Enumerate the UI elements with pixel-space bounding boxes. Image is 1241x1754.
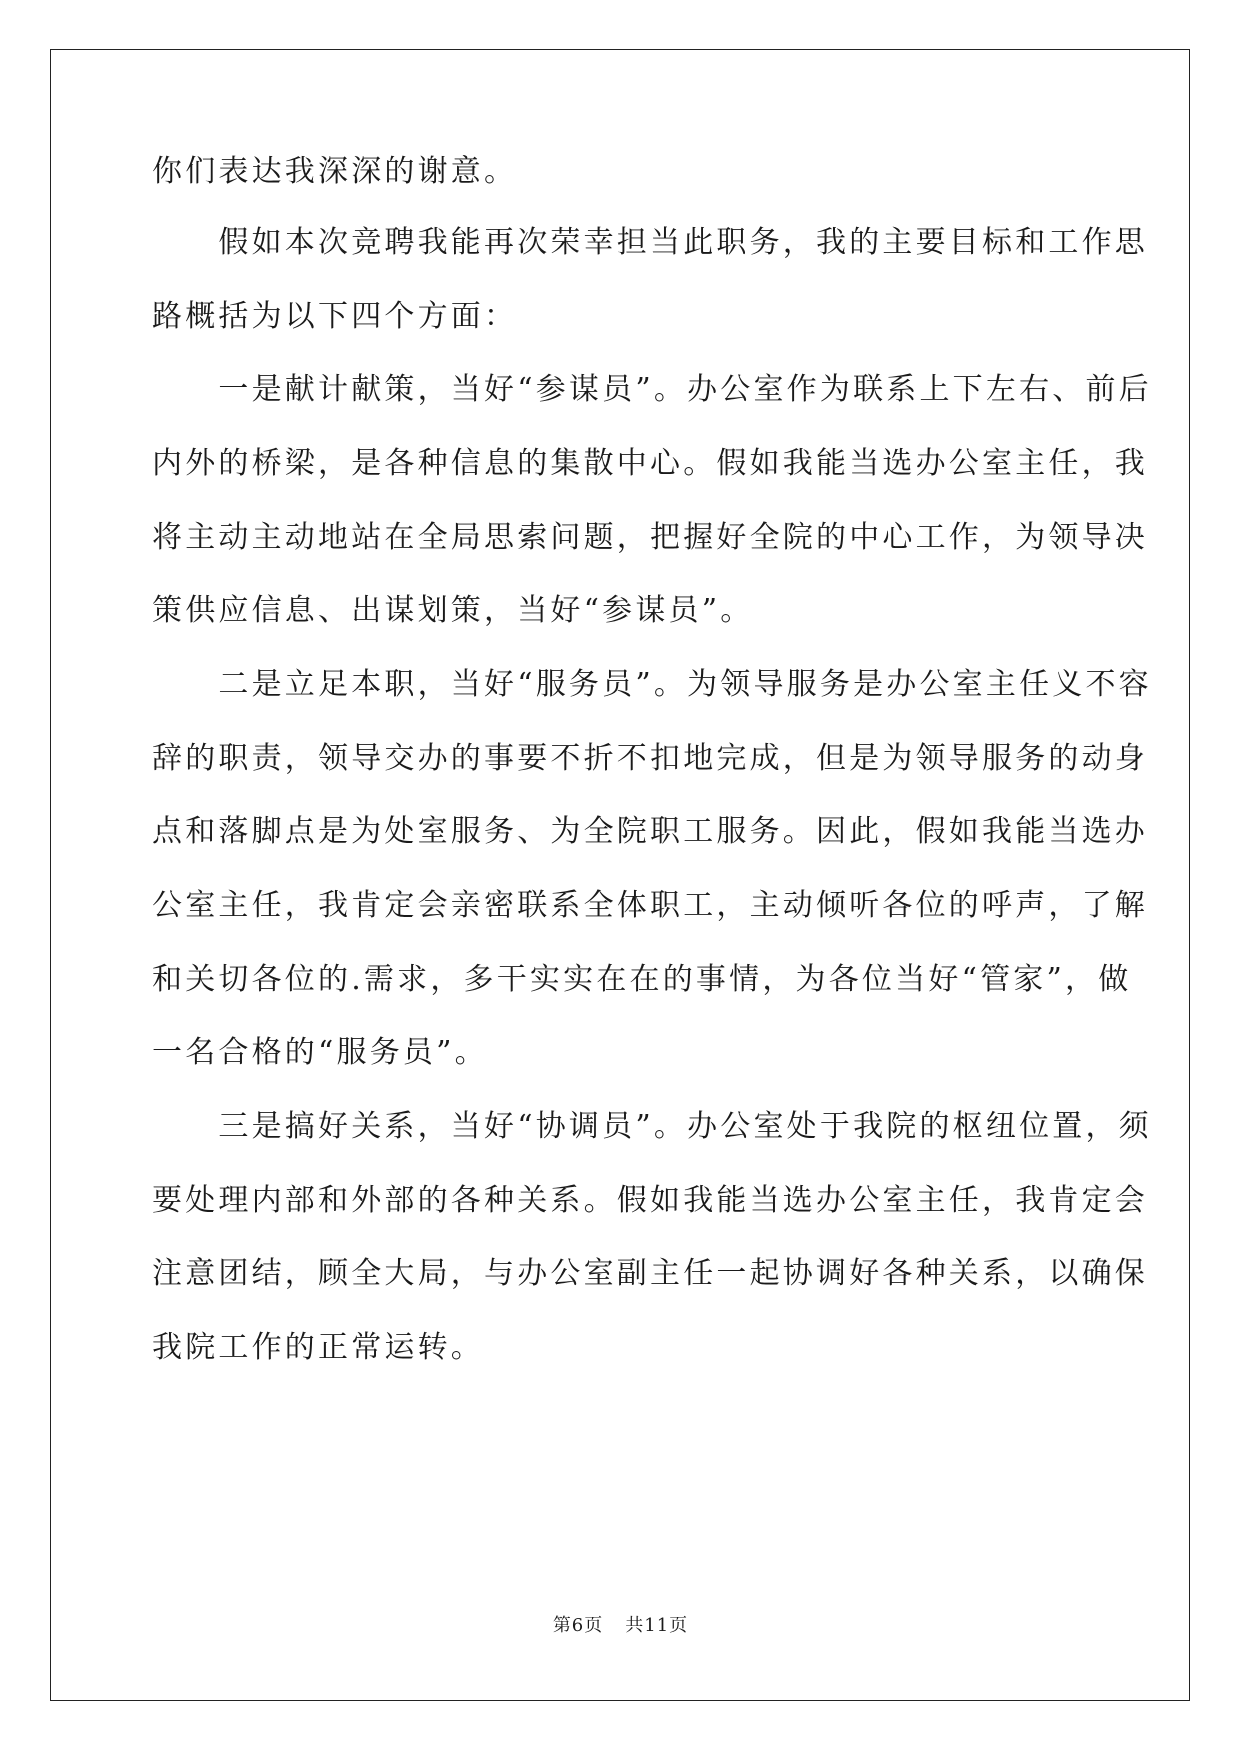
text-line: 三是搞好关系，当好“协调员”。办公室处于我院的枢纽位置，须 (152, 1109, 1152, 1144)
text-line: 公室主任，我肯定会亲密联系全体职工，主动倾听各位的呼声，了解 (152, 888, 1148, 923)
text-line: 内外的桥梁，是各种信息的集散中心。假如我能当选办公室主任，我 (152, 446, 1148, 481)
text-line: 路概括为以下四个方面： (152, 299, 518, 334)
text-line: 注意团结，顾全大局，与办公室副主任一起协调好各种关系，以确保 (152, 1256, 1148, 1291)
text-line: 假如本次竞聘我能再次荣幸担当此职务，我的主要目标和工作思 (152, 225, 1148, 260)
text-line: 策供应信息、出谋划策，当好“参谋员”。 (152, 593, 754, 628)
page-number: 第6页 (552, 1615, 604, 1636)
text-line: 你们表达我深深的谢意。 (152, 154, 518, 189)
text-line: 点和落脚点是为处室服务、为全院职工服务。因此，假如我能当选办 (152, 814, 1148, 849)
text-line: 要处理内部和外部的各种关系。假如我能当选办公室主任，我肯定会 (152, 1183, 1148, 1218)
text-line: 一名合格的“服务员”。 (152, 1035, 488, 1070)
text-line: 二是立足本职，当好“服务员”。为领导服务是办公室主任义不容 (152, 667, 1152, 702)
text-line: 和关切各位的.需求，多干实实在在的事情，为各位当好“管家”，做 (152, 962, 1132, 997)
text-line: 我院工作的正常运转。 (152, 1330, 484, 1365)
text-line: 将主动主动地站在全局思索问题，把握好全院的中心工作，为领导决 (152, 520, 1148, 555)
text-line: 辞的职责，领导交办的事要不折不扣地完成，但是为领导服务的动身 (152, 741, 1148, 776)
page-total: 共11页 (625, 1615, 689, 1636)
page-footer (0, 1614, 1241, 1638)
text-line: 一是献计献策，当好“参谋员”。办公室作为联系上下左右、前后 (152, 372, 1152, 407)
